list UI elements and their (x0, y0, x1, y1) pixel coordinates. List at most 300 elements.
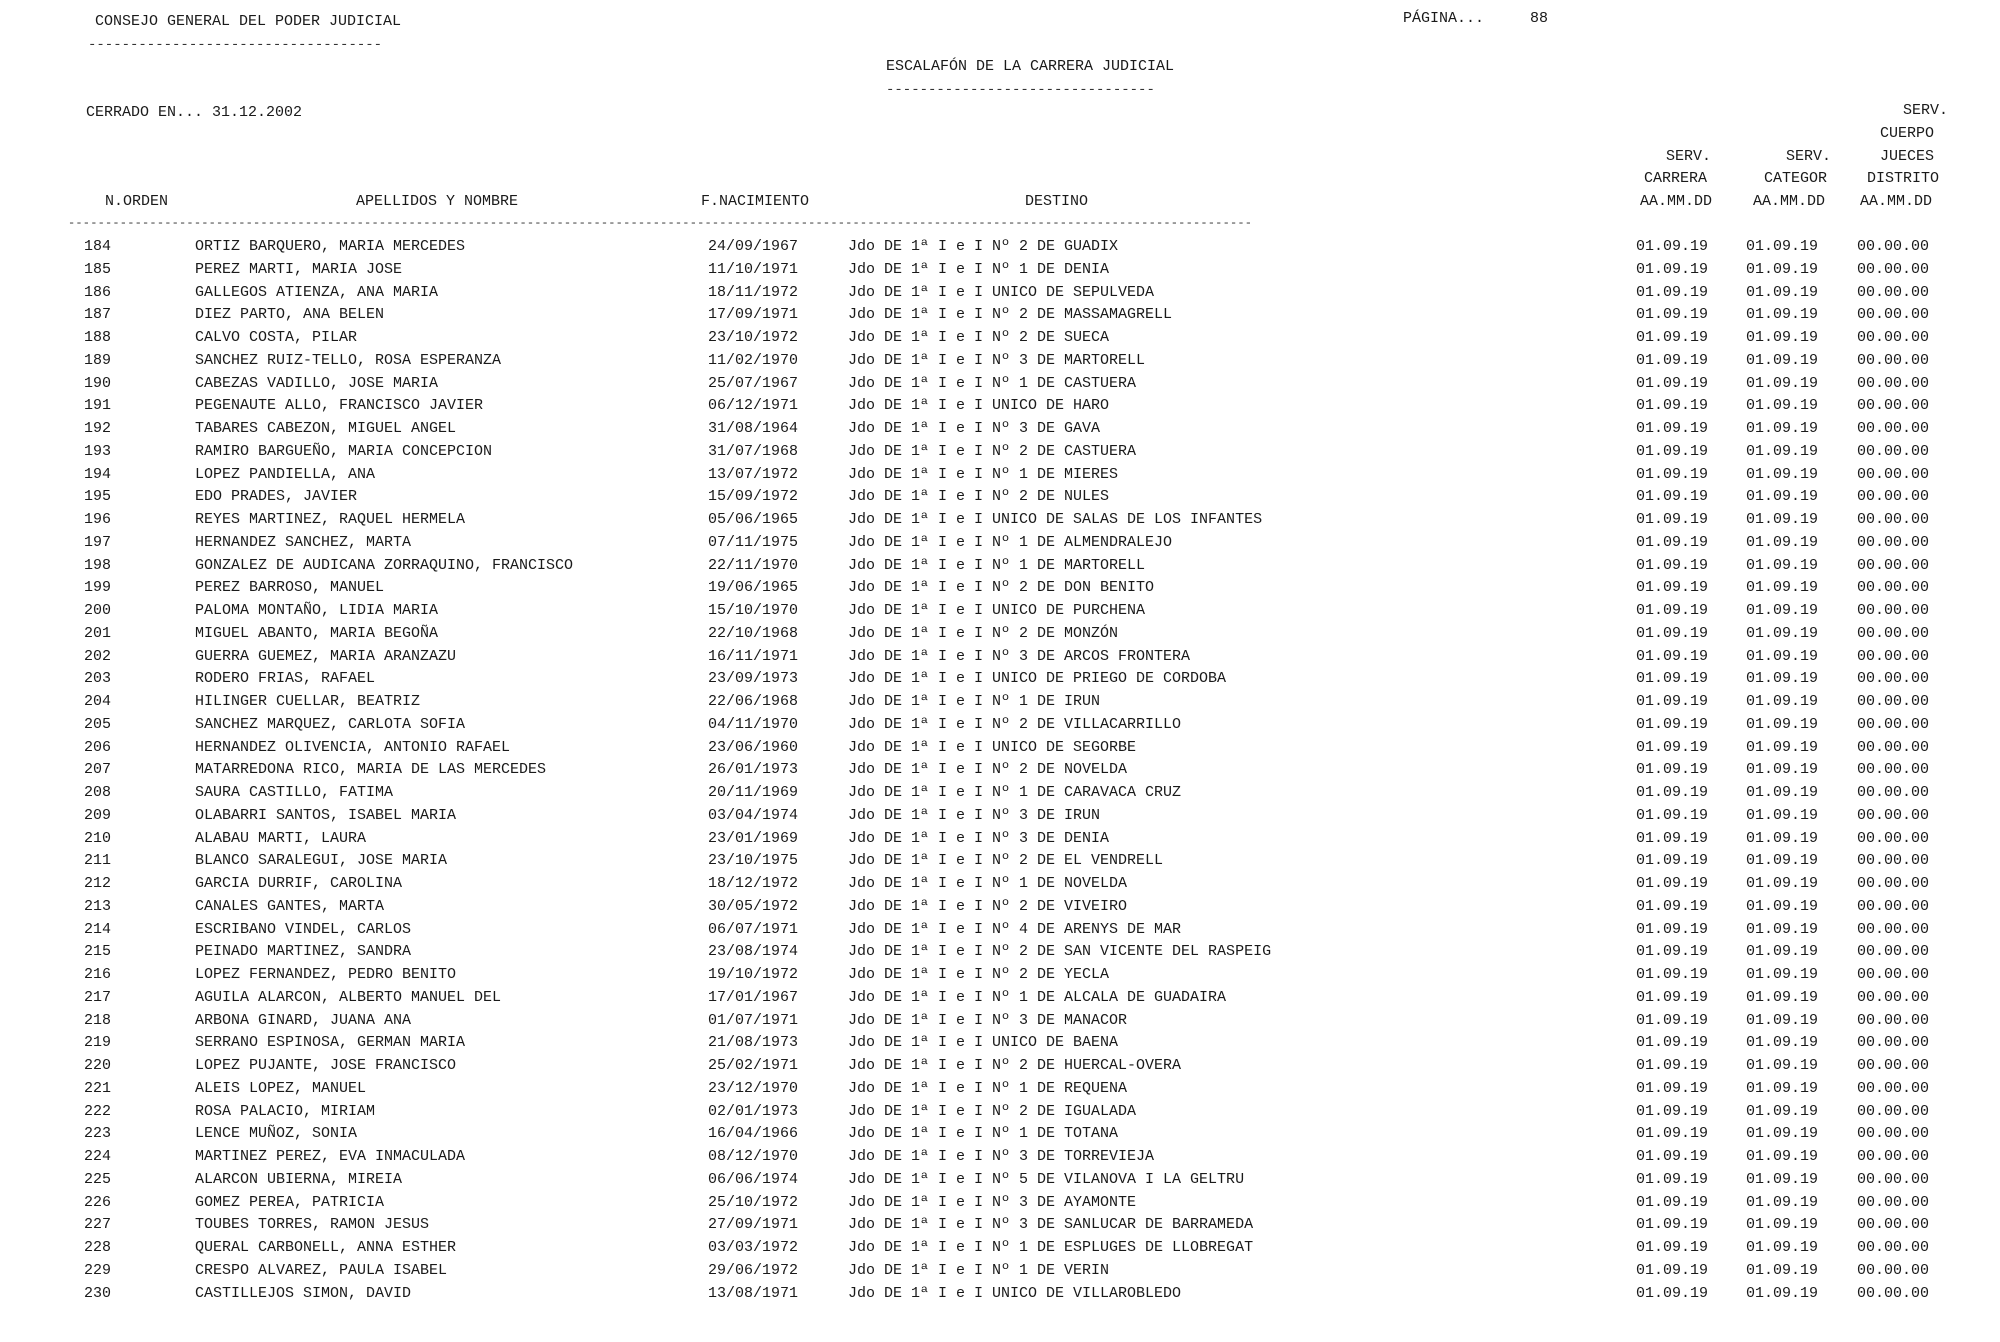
cell-n-orden: 195 (84, 488, 112, 506)
cell-nombre: TABARES CABEZON, MIGUEL ANGEL (195, 420, 457, 437)
cell-serv-cuerpo: 00.00.00 (1857, 1216, 1930, 1234)
cell-serv-categor: 01.09.19 (1746, 488, 1819, 506)
table-row (0, 350, 2000, 372)
cell-serv-carrera: 01.09.19 (1636, 260, 1709, 278)
table-row (0, 259, 2000, 281)
cell-n-orden: 198 (84, 556, 112, 574)
table-row (0, 646, 2000, 668)
table-row (0, 532, 2000, 554)
cell-n-orden: 226 (84, 1193, 112, 1211)
cell-f-nacimiento: 06/06/1974 (708, 1170, 799, 1188)
cell-serv-carrera: 01.09.19 (1636, 1011, 1709, 1029)
cell-f-nacimiento: 07/11/1975 (708, 533, 799, 551)
cell-serv-categor: 01.09.19 (1746, 442, 1819, 460)
cell-serv-carrera: 01.09.19 (1636, 806, 1709, 824)
cell-n-orden: 203 (84, 670, 112, 688)
cell-serv-carrera: 01.09.19 (1636, 488, 1709, 506)
cell-nombre: ALARCON UBIERNA, MIREIA (195, 1170, 403, 1188)
cell-nombre: RAMIRO BARGUEÑO, MARIA CONCEPCION (195, 442, 493, 460)
cell-n-orden: 227 (84, 1216, 112, 1234)
cell-n-orden: 223 (84, 1125, 112, 1143)
cell-serv-categor: 01.09.19 (1746, 1034, 1819, 1052)
cell-serv-categor: 01.09.19 (1746, 556, 1819, 574)
cell-f-nacimiento: 23/01/1969 (708, 829, 799, 847)
cell-nombre: OLABARRI SANTOS, ISABEL MARIA (195, 806, 457, 824)
cell-n-orden: 191 (84, 397, 112, 415)
cell-serv-categor: 01.09.19 (1746, 852, 1819, 870)
cell-n-orden: 188 (84, 329, 112, 346)
cell-f-nacimiento: 05/06/1965 (708, 511, 799, 528)
cell-nombre: SAURA CASTILLO, FATIMA (195, 784, 394, 801)
cell-serv-cuerpo: 00.00.00 (1857, 351, 1930, 369)
table-row (0, 464, 2000, 486)
cell-serv-carrera: 01.09.19 (1636, 465, 1709, 483)
cell-f-nacimiento: 15/09/1972 (708, 488, 799, 506)
cell-n-orden: 187 (84, 306, 112, 324)
table-row (0, 1055, 2000, 1077)
cell-destino: Jdo DE 1ª I e I Nº 2 DE SUECA (848, 329, 1110, 346)
cell-serv-categor: 01.09.19 (1746, 533, 1819, 551)
cell-destino: Jdo DE 1ª I e I UNICO DE PURCHENA (848, 602, 1146, 619)
cell-serv-cuerpo: 00.00.00 (1857, 1261, 1930, 1279)
col-serv-cuerpo-l2: CUERPO (1880, 125, 1935, 142)
col-serv-categor-l1: SERV. (1786, 148, 1832, 165)
cell-n-orden: 225 (84, 1170, 112, 1188)
cell-nombre: BLANCO SARALEGUI, JOSE MARIA (195, 852, 448, 870)
cell-serv-carrera: 01.09.19 (1636, 738, 1709, 756)
cell-serv-carrera: 01.09.19 (1636, 420, 1709, 437)
cell-n-orden: 209 (84, 806, 112, 824)
cell-nombre: ROSA PALACIO, MIRIAM (195, 1102, 376, 1120)
cell-f-nacimiento: 25/07/1967 (708, 374, 799, 392)
table-row (0, 805, 2000, 827)
cell-serv-carrera: 01.09.19 (1636, 1125, 1709, 1143)
cell-destino: Jdo DE 1ª I e I Nº 2 DE SAN VICENTE DEL RASPEIG (848, 943, 1272, 961)
cell-serv-cuerpo: 00.00.00 (1857, 556, 1930, 574)
cell-n-orden: 196 (84, 511, 112, 528)
cell-destino: Jdo DE 1ª I e I Nº 1 DE CARAVACA CRUZ (848, 784, 1182, 801)
cell-f-nacimiento: 16/11/1971 (708, 647, 799, 665)
cell-serv-carrera: 01.09.19 (1636, 1170, 1709, 1188)
table-row (0, 828, 2000, 850)
cell-serv-categor: 01.09.19 (1746, 988, 1819, 1006)
table-row (0, 373, 2000, 395)
table-row (0, 987, 2000, 1009)
cell-serv-cuerpo: 00.00.00 (1857, 442, 1930, 460)
cell-nombre: REYES MARTINEZ, RAQUEL HERMELA (195, 511, 466, 528)
cell-destino: Jdo DE 1ª I e I Nº 3 DE MANACOR (848, 1011, 1128, 1029)
table-row (0, 941, 2000, 963)
table-row (0, 896, 2000, 918)
org-name: CONSEJO GENERAL DEL PODER JUDICIAL (95, 13, 402, 30)
cell-nombre: GOMEZ PEREA, PATRICIA (195, 1193, 385, 1211)
table-row (0, 1123, 2000, 1145)
cell-destino: Jdo DE 1ª I e I Nº 3 DE AYAMONTE (848, 1193, 1137, 1211)
table-row (0, 668, 2000, 690)
cell-nombre: QUERAL CARBONELL, ANNA ESTHER (195, 1239, 457, 1256)
cell-destino: Jdo DE 1ª I e I Nº 1 DE REQUENA (848, 1079, 1128, 1097)
table-row (0, 714, 2000, 736)
cell-f-nacimiento: 25/10/1972 (708, 1193, 799, 1211)
cell-serv-categor: 01.09.19 (1746, 602, 1819, 619)
cell-n-orden: 202 (84, 647, 112, 665)
cell-f-nacimiento: 22/06/1968 (708, 693, 799, 710)
cell-n-orden: 194 (84, 465, 112, 483)
cell-f-nacimiento: 24/09/1967 (708, 238, 799, 255)
cell-nombre: CABEZAS VADILLO, JOSE MARIA (195, 374, 439, 392)
col-serv-cuerpo-l4: DISTRITO (1867, 170, 1940, 187)
cell-serv-cuerpo: 00.00.00 (1857, 1239, 1930, 1256)
cell-destino: Jdo DE 1ª I e I Nº 1 DE MIERES (848, 465, 1119, 483)
title-underline: -------------------------------- (886, 82, 1155, 98)
cell-serv-carrera: 01.09.19 (1636, 852, 1709, 870)
cell-n-orden: 205 (84, 715, 112, 733)
col-serv-carrera-l1: SERV. (1666, 148, 1712, 165)
cell-destino: Jdo DE 1ª I e I UNICO DE HARO (848, 397, 1110, 415)
cell-n-orden: 200 (84, 602, 112, 619)
cell-nombre: RODERO FRIAS, RAFAEL (195, 670, 376, 688)
table-row (0, 1283, 2000, 1305)
cell-f-nacimiento: 29/06/1972 (708, 1261, 799, 1279)
cell-n-orden: 220 (84, 1057, 112, 1074)
cell-f-nacimiento: 18/11/1972 (708, 283, 799, 301)
cell-f-nacimiento: 03/04/1974 (708, 806, 799, 824)
cell-serv-cuerpo: 00.00.00 (1857, 943, 1930, 961)
cell-n-orden: 222 (84, 1102, 112, 1120)
table-row (0, 737, 2000, 759)
cell-nombre: CALVO COSTA, PILAR (195, 329, 358, 346)
cell-serv-categor: 01.09.19 (1746, 829, 1819, 847)
cell-serv-carrera: 01.09.19 (1636, 1057, 1709, 1074)
cell-nombre: ORTIZ BARQUERO, MARIA MERCEDES (195, 238, 466, 255)
cell-f-nacimiento: 13/07/1972 (708, 465, 799, 483)
table-row (0, 623, 2000, 645)
cell-destino: Jdo DE 1ª I e I UNICO DE SEGORBE (848, 738, 1137, 756)
cell-destino: Jdo DE 1ª I e I Nº 1 DE NOVELDA (848, 875, 1128, 892)
cell-n-orden: 217 (84, 988, 112, 1006)
cell-serv-carrera: 01.09.19 (1636, 1261, 1709, 1279)
cell-n-orden: 185 (84, 260, 112, 278)
cell-serv-cuerpo: 00.00.00 (1857, 329, 1930, 346)
cell-n-orden: 214 (84, 920, 112, 938)
cell-serv-carrera: 01.09.19 (1636, 238, 1709, 255)
cell-serv-carrera: 01.09.19 (1636, 442, 1709, 460)
cell-f-nacimiento: 19/10/1972 (708, 966, 799, 983)
cell-serv-categor: 01.09.19 (1746, 283, 1819, 301)
cell-serv-cuerpo: 00.00.00 (1857, 1034, 1930, 1052)
cell-serv-carrera: 01.09.19 (1636, 624, 1709, 642)
cell-destino: Jdo DE 1ª I e I UNICO DE SEPULVEDA (848, 283, 1155, 301)
table-row (0, 577, 2000, 599)
cell-serv-carrera: 01.09.19 (1636, 306, 1709, 324)
cell-serv-cuerpo: 00.00.00 (1857, 897, 1930, 915)
cell-serv-cuerpo: 00.00.00 (1857, 511, 1930, 528)
table-row (0, 304, 2000, 326)
cell-n-orden: 215 (84, 943, 112, 961)
cell-destino: Jdo DE 1ª I e I Nº 2 DE DON BENITO (848, 579, 1155, 597)
col-serv-cuerpo-l5: AA.MM.DD (1860, 193, 1933, 210)
cell-serv-categor: 01.09.19 (1746, 465, 1819, 483)
cell-f-nacimiento: 03/03/1972 (708, 1239, 799, 1256)
cell-nombre: SANCHEZ MARQUEZ, CARLOTA SOFIA (195, 715, 466, 733)
cell-serv-carrera: 01.09.19 (1636, 511, 1709, 528)
table-row (0, 873, 2000, 895)
cell-serv-categor: 01.09.19 (1746, 329, 1819, 346)
cell-destino: Jdo DE 1ª I e I Nº 4 DE ARENYS DE MAR (848, 920, 1182, 938)
cell-serv-categor: 01.09.19 (1746, 624, 1819, 642)
cell-nombre: PEGENAUTE ALLO, FRANCISCO JAVIER (195, 397, 484, 415)
cell-destino: Jdo DE 1ª I e I Nº 1 DE MARTORELL (848, 556, 1146, 574)
cell-nombre: GARCIA DURRIF, CAROLINA (195, 875, 403, 892)
cell-nombre: MATARREDONA RICO, MARIA DE LAS MERCEDES (195, 761, 547, 779)
cell-destino: Jdo DE 1ª I e I UNICO DE SALAS DE LOS INFANTES (848, 511, 1263, 528)
page-number: 88 (1530, 10, 1549, 27)
table-row (0, 395, 2000, 417)
cell-serv-carrera: 01.09.19 (1636, 670, 1709, 688)
table-row (0, 1214, 2000, 1236)
cell-serv-cuerpo: 00.00.00 (1857, 238, 1930, 255)
cell-serv-cuerpo: 00.00.00 (1857, 784, 1930, 801)
cell-serv-cuerpo: 00.00.00 (1857, 260, 1930, 278)
cell-f-nacimiento: 04/11/1970 (708, 715, 799, 733)
cell-serv-carrera: 01.09.19 (1636, 1102, 1709, 1120)
cell-nombre: LOPEZ PANDIELLA, ANA (195, 465, 376, 483)
cell-serv-carrera: 01.09.19 (1636, 920, 1709, 938)
cell-serv-carrera: 01.09.19 (1636, 988, 1709, 1006)
cell-serv-cuerpo: 00.00.00 (1857, 829, 1930, 847)
cell-f-nacimiento: 17/01/1967 (708, 988, 799, 1006)
cell-f-nacimiento: 20/11/1969 (708, 784, 799, 801)
cell-destino: Jdo DE 1ª I e I Nº 1 DE VERIN (848, 1261, 1110, 1279)
cell-f-nacimiento: 23/10/1972 (708, 329, 799, 346)
cell-destino: Jdo DE 1ª I e I Nº 3 DE TORREVIEJA (848, 1148, 1155, 1165)
cell-f-nacimiento: 23/12/1970 (708, 1079, 799, 1097)
cell-serv-carrera: 01.09.19 (1636, 715, 1709, 733)
cell-serv-carrera: 01.09.19 (1636, 1284, 1709, 1302)
cell-serv-categor: 01.09.19 (1746, 943, 1819, 961)
cell-destino: Jdo DE 1ª I e I Nº 2 DE CASTUERA (848, 442, 1137, 460)
col-serv-cuerpo-l1: SERV. (1903, 102, 1949, 119)
cell-serv-cuerpo: 00.00.00 (1857, 1284, 1930, 1302)
cell-serv-cuerpo: 00.00.00 (1857, 693, 1930, 710)
cell-n-orden: 204 (84, 693, 112, 710)
cell-destino: Jdo DE 1ª I e I Nº 3 DE MARTORELL (848, 351, 1146, 369)
cell-serv-carrera: 01.09.19 (1636, 1034, 1709, 1052)
col-nacimiento: F.NACIMIENTO (701, 193, 810, 210)
cell-serv-cuerpo: 00.00.00 (1857, 875, 1930, 892)
cell-serv-cuerpo: 00.00.00 (1857, 966, 1930, 983)
cell-nombre: PEREZ BARROSO, MANUEL (195, 579, 385, 597)
document-title: ESCALAFÓN DE LA CARRERA JUDICIAL (886, 58, 1175, 75)
cell-destino: Jdo DE 1ª I e I Nº 1 DE TOTANA (848, 1125, 1119, 1143)
cell-serv-categor: 01.09.19 (1746, 647, 1819, 665)
cell-n-orden: 212 (84, 875, 112, 892)
table-row (0, 1010, 2000, 1032)
cell-f-nacimiento: 18/12/1972 (708, 875, 799, 892)
table-row (0, 486, 2000, 508)
cell-serv-cuerpo: 00.00.00 (1857, 761, 1930, 779)
cell-serv-carrera: 01.09.19 (1636, 397, 1709, 415)
cell-serv-categor: 01.09.19 (1746, 1239, 1819, 1256)
cell-f-nacimiento: 11/10/1971 (708, 260, 799, 278)
cell-destino: Jdo DE 1ª I e I Nº 1 DE CASTUERA (848, 374, 1137, 392)
cell-serv-categor: 01.09.19 (1746, 351, 1819, 369)
cell-nombre: ALEIS LOPEZ, MANUEL (195, 1079, 367, 1097)
cell-nombre: PEINADO MARTINEZ, SANDRA (195, 943, 412, 961)
col-serv-categor-l2: CATEGOR (1764, 170, 1828, 187)
cell-serv-categor: 01.09.19 (1746, 397, 1819, 415)
col-serv-categor-l3: AA.MM.DD (1753, 193, 1826, 210)
table-row (0, 782, 2000, 804)
cell-serv-carrera: 01.09.19 (1636, 1148, 1709, 1165)
table-row (0, 236, 2000, 258)
table-row (0, 1169, 2000, 1191)
cell-n-orden: 219 (84, 1034, 112, 1052)
cell-serv-cuerpo: 00.00.00 (1857, 920, 1930, 938)
cell-destino: Jdo DE 1ª I e I Nº 3 DE GAVA (848, 420, 1101, 437)
cell-n-orden: 207 (84, 761, 112, 779)
cell-destino: Jdo DE 1ª I e I Nº 3 DE IRUN (848, 806, 1101, 824)
cell-n-orden: 192 (84, 420, 112, 437)
cell-serv-carrera: 01.09.19 (1636, 556, 1709, 574)
cell-serv-categor: 01.09.19 (1746, 920, 1819, 938)
cell-f-nacimiento: 30/05/1972 (708, 897, 799, 915)
cell-destino: Jdo DE 1ª I e I Nº 2 DE EL VENDRELL (848, 852, 1164, 870)
col-serv-cuerpo-l3: JUECES (1880, 148, 1935, 165)
cell-nombre: TOUBES TORRES, RAMON JESUS (195, 1216, 430, 1234)
cell-serv-categor: 01.09.19 (1746, 1057, 1819, 1074)
cell-nombre: HERNANDEZ OLIVENCIA, ANTONIO RAFAEL (195, 738, 511, 756)
cell-nombre: PEREZ MARTI, MARIA JOSE (195, 260, 403, 278)
table-row (0, 759, 2000, 781)
cell-serv-carrera: 01.09.19 (1636, 761, 1709, 779)
col-destino: DESTINO (1025, 193, 1089, 210)
cell-n-orden: 228 (84, 1239, 112, 1256)
cell-n-orden: 213 (84, 897, 112, 915)
cell-serv-carrera: 01.09.19 (1636, 943, 1709, 961)
cell-nombre: HERNANDEZ SANCHEZ, MARTA (195, 533, 412, 551)
cell-n-orden: 206 (84, 738, 112, 756)
cell-nombre: EDO PRADES, JAVIER (195, 488, 358, 506)
cell-destino: Jdo DE 1ª I e I UNICO DE PRIEGO DE CORDOBA (848, 670, 1227, 688)
cell-f-nacimiento: 06/12/1971 (708, 397, 799, 415)
cell-destino: Jdo DE 1ª I e I Nº 1 DE DENIA (848, 260, 1110, 278)
cell-nombre: AGUILA ALARCON, ALBERTO MANUEL DEL (195, 988, 502, 1006)
cell-serv-carrera: 01.09.19 (1636, 897, 1709, 915)
cell-serv-cuerpo: 00.00.00 (1857, 1125, 1930, 1143)
cell-serv-carrera: 01.09.19 (1636, 1193, 1709, 1211)
cell-destino: Jdo DE 1ª I e I Nº 2 DE VILLACARRILLO (848, 715, 1182, 733)
cell-serv-categor: 01.09.19 (1746, 806, 1819, 824)
cell-n-orden: 199 (84, 579, 112, 597)
cell-nombre: GONZALEZ DE AUDICANA ZORRAQUINO, FRANCISCO (195, 556, 574, 574)
table-row (0, 1146, 2000, 1168)
cell-serv-carrera: 01.09.19 (1636, 966, 1709, 983)
cell-nombre: DIEZ PARTO, ANA BELEN (195, 306, 385, 324)
cell-f-nacimiento: 08/12/1970 (708, 1148, 799, 1165)
cell-serv-categor: 01.09.19 (1746, 1125, 1819, 1143)
cell-serv-categor: 01.09.19 (1746, 306, 1819, 324)
cell-serv-cuerpo: 00.00.00 (1857, 988, 1930, 1006)
cell-f-nacimiento: 21/08/1973 (708, 1034, 799, 1052)
cell-nombre: ARBONA GINARD, JUANA ANA (195, 1011, 412, 1029)
table-row (0, 441, 2000, 463)
cell-destino: Jdo DE 1ª I e I Nº 1 DE IRUN (848, 693, 1101, 710)
cell-f-nacimiento: 23/10/1975 (708, 852, 799, 870)
cell-serv-cuerpo: 00.00.00 (1857, 647, 1930, 665)
cell-f-nacimiento: 27/09/1971 (708, 1216, 799, 1234)
cell-n-orden: 189 (84, 351, 112, 369)
cell-f-nacimiento: 06/07/1971 (708, 920, 799, 938)
cell-n-orden: 221 (84, 1079, 112, 1097)
cell-serv-categor: 01.09.19 (1746, 875, 1819, 892)
cell-serv-cuerpo: 00.00.00 (1857, 1057, 1930, 1074)
cell-serv-carrera: 01.09.19 (1636, 602, 1709, 619)
cell-f-nacimiento: 19/06/1965 (708, 579, 799, 597)
cell-destino: Jdo DE 1ª I e I Nº 3 DE DENIA (848, 829, 1110, 847)
cell-nombre: LOPEZ FERNANDEZ, PEDRO BENITO (195, 966, 457, 983)
col-nombre: APELLIDOS Y NOMBRE (356, 193, 519, 210)
table-row (0, 600, 2000, 622)
col-n-orden: N.ORDEN (105, 193, 169, 210)
cell-destino: Jdo DE 1ª I e I Nº 2 DE YECLA (848, 966, 1110, 983)
cell-serv-cuerpo: 00.00.00 (1857, 806, 1930, 824)
col-serv-carrera-l3: AA.MM.DD (1640, 193, 1713, 210)
cell-f-nacimiento: 01/07/1971 (708, 1011, 799, 1029)
cell-n-orden: 230 (84, 1284, 112, 1302)
cell-destino: Jdo DE 1ª I e I Nº 3 DE SANLUCAR DE BARRAMEDA (848, 1216, 1254, 1234)
table-row (0, 1192, 2000, 1214)
table-row (0, 964, 2000, 986)
cell-serv-cuerpo: 00.00.00 (1857, 624, 1930, 642)
cell-serv-categor: 01.09.19 (1746, 761, 1819, 779)
cell-n-orden: 186 (84, 283, 112, 301)
cell-serv-cuerpo: 00.00.00 (1857, 852, 1930, 870)
cell-serv-categor: 01.09.19 (1746, 784, 1819, 801)
cell-serv-cuerpo: 00.00.00 (1857, 1011, 1930, 1029)
cell-n-orden: 190 (84, 374, 112, 392)
cell-serv-carrera: 01.09.19 (1636, 1079, 1709, 1097)
closed-date: CERRADO EN... 31.12.2002 (86, 104, 303, 121)
cell-serv-categor: 01.09.19 (1746, 238, 1819, 255)
cell-nombre: MIGUEL ABANTO, MARIA BEGOÑA (195, 624, 439, 642)
cell-n-orden: 229 (84, 1261, 112, 1279)
cell-f-nacimiento: 22/11/1970 (708, 556, 799, 574)
cell-n-orden: 216 (84, 966, 112, 983)
cell-serv-cuerpo: 00.00.00 (1857, 465, 1930, 483)
cell-nombre: LOPEZ PUJANTE, JOSE FRANCISCO (195, 1057, 457, 1074)
cell-serv-cuerpo: 00.00.00 (1857, 1102, 1930, 1120)
cell-serv-carrera: 01.09.19 (1636, 875, 1709, 892)
cell-nombre: ESCRIBANO VINDEL, CARLOS (195, 920, 412, 938)
cell-serv-cuerpo: 00.00.00 (1857, 1079, 1930, 1097)
cell-destino: Jdo DE 1ª I e I Nº 3 DE ARCOS FRONTERA (848, 647, 1191, 665)
table-row (0, 418, 2000, 440)
page-label: PÁGINA... (1403, 10, 1485, 27)
cell-f-nacimiento: 23/06/1960 (708, 738, 799, 756)
cell-destino: Jdo DE 1ª I e I Nº 1 DE ALMENDRALEJO (848, 533, 1173, 551)
cell-serv-cuerpo: 00.00.00 (1857, 283, 1930, 301)
cell-serv-cuerpo: 00.00.00 (1857, 579, 1930, 597)
cell-serv-carrera: 01.09.19 (1636, 351, 1709, 369)
cell-f-nacimiento: 25/02/1971 (708, 1057, 799, 1074)
cell-serv-cuerpo: 00.00.00 (1857, 1193, 1930, 1211)
cell-nombre: CASTILLEJOS SIMON, DAVID (195, 1284, 412, 1302)
table-row (0, 555, 2000, 577)
cell-serv-categor: 01.09.19 (1746, 693, 1819, 710)
cell-nombre: CRESPO ALVAREZ, PAULA ISABEL (195, 1261, 448, 1279)
cell-nombre: ALABAU MARTI, LAURA (195, 829, 367, 847)
